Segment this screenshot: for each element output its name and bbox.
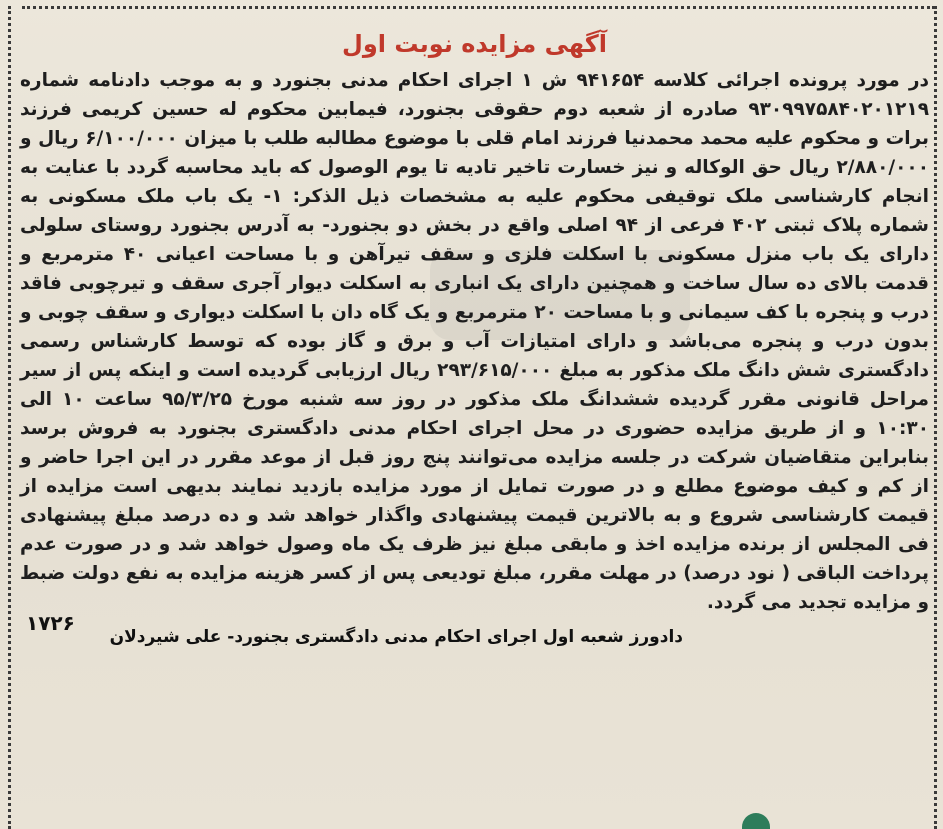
auction-notice (20, 22, 929, 821)
notice-footer (20, 611, 929, 655)
left-dotted-border (8, 6, 11, 829)
top-dotted-border (22, 6, 935, 9)
right-dotted-border (934, 6, 937, 829)
notice-title: آگهی مزایده نوبت اول (342, 30, 607, 58)
notice-body: در مورد پرونده اجرائی کلاسه ۹۴۱۶۵۴ ش ۱ اجرای احکام مدنی بجنورد و به موجب دادنامه شماره ۹۳۰۹۹۷۵۸۴۰۲۰۱۲۱۹ صادره از شعبه دوم حقوقی بجنورد، فیمابین محکوم له حسین کریمی فرزند برات و محکوم علیه محمد محمدنیا فرزند امام قلی با موضوع مطالبه طلب با میزان ۶/۱۰۰/۰۰۰ ریال و ۲/۸۸۰/۰۰۰ ریال حق الوکاله و نیز خسارت تاخیر تادیه تا یوم الوصول که باید محاسبه گردد با عنایت به انجام کارشناسی ملک توقیفی محکوم علیه به مشخصات ذیل الذکر: ۱- یک باب ملک مسکونی به شماره پلاک ثبتی ۴۰۲ فرعی از ۹۴ اصلی واقع در بخش دو بجنورد- به آدرس بجنورد روستای سلولی دارای یک باب منزل مسکونی با اسکلت فلزی و سقف تیرآهن و با مساحت اعیانی ۴۰ مترمربع و قدمت بالای ده سال ساخت و همچنین دارای یک انباری به اسکلت دیوار آجری سقف و تیرچوبی فاقد درب و پنجره با کف سیمانی و با مساحت ۲۰ مترمربع و یک گاه دان با اسکلت دیواری و سقف چوبی و بدون درب و پنجره می‌باشد و دارای امتیازات آب و برق و گاز بوده که توسط کارشناس رسمی دادگستری شش دانگ ملک مذکور به مبلغ ۲۹۳/۶۱۵/۰۰۰ ریال ارزیابی گردیده است و اینکه پس از سیر مراحل قانونی مقرر گردیده ششدانگ ملک مذکور در روز سه شنبه مورخ ۹۵/۳/۲۵ ساعت ۱۰ الی ۱۰:۳۰ و از طریق مزایده حضوری در محل اجرای احکام مدنی دادگستری بجنورد به فروش برسد بنابراین متقاضیان شرکت در جلسه مزایده می‌توانند پنج روز قبل از موعد مقرر در این اجرا حاضر و از کم و کیف موضوع مطلع و در صورت تمایل از مورد مزایده بازدید نمایند بدیهی است مزایده از قیمت کارشناسی شروع و به بالاترین قیمت پیشنهادی واگذار خواهد شد و ده درصد مبلغ پیشنهادی فی المجلس از برنده مزایده اخذ و مابقی مبلغ نیز ظرف یک ماه وصول خواهد شد و در صورت عدم پرداخت الباقی ( نود درصد) در مهلت مقرر، مبلغ تودیعی پس از کسر هزینه مزایده به نفع دولت ضبط و مزایده تجدید می گردد. (20, 70, 929, 613)
notice-signature: دادورز شعبه اول اجرای احکام مدنی دادگستری بجنورد- علی شیردلان (109, 627, 683, 647)
ad-code-number: ۱۷۲۶ (26, 611, 75, 635)
